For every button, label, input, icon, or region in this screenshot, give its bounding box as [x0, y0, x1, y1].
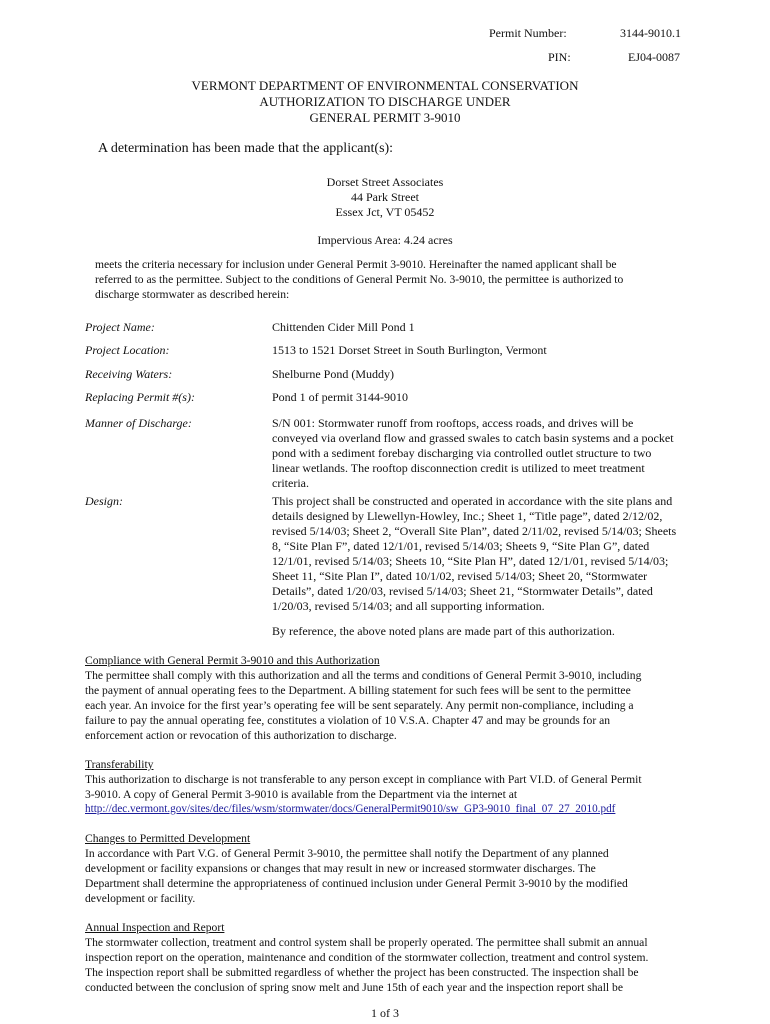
intro-statement: A determination has been made that the applicant(s):: [98, 141, 394, 156]
annual-line: The inspection report shall be submitted regardless of whether the project has been constructed. The inspection shall be: [85, 966, 639, 979]
compliance-line: failure to pay the annual operating fee, constitutes a violation of 10 V.S.A. Chapter 47 and may be grounds for an: [85, 714, 611, 727]
title-line-2: AUTHORIZATION TO DISCHARGE UNDER: [259, 94, 511, 109]
design-value: [272, 494, 702, 614]
replacing-permit-value: Pond 1 of permit 3144-9010: [272, 390, 408, 404]
changes-heading: Changes to Permitted Development: [85, 832, 251, 845]
annual-line: The stormwater collection, treatment and control system shall be properly operated. The permittee shall submit an annual: [85, 936, 648, 949]
project-name-value: Chittenden Cider Mill Pond 1: [272, 320, 415, 334]
compliance-line: the payment of annual operating fees to the Department. A billing statement for such fees will be sent to the permittee: [85, 684, 631, 697]
transferability-line: 3-9010. A copy of General Permit 3-9010 is available from the Department via the internet at: [85, 788, 518, 801]
manner-line: criteria.: [272, 476, 309, 490]
design-line: revised 5/14/03; Sheet 2, “Overall Site Plan”, dated 2/11/02, revised 5/14/03; Sheets: [272, 524, 677, 538]
replacing-permit-label: Replacing Permit #(s):: [85, 390, 195, 404]
design-line: 12/1/01, revised 5/14/03; Sheets 10, “Site Plan H”, dated 12/1/01, revised 5/14/03;: [272, 554, 669, 568]
compliance-line: each year. An invoice for the first year’s operating fee will be sent separately. Any permit non-compliance, including a: [85, 699, 634, 712]
design-label: Design:: [85, 494, 123, 508]
permit-number-value: 3144-9010.1: [620, 26, 681, 40]
applicant-city: Essex Jct, VT 05452: [335, 205, 435, 219]
manner-line: pond with a sediment forebay discharging via controlled outlet structure to two: [272, 446, 652, 460]
impervious-area: Impervious Area: 4.24 acres: [317, 233, 453, 247]
annual-line: conducted between the conclusion of spring snow melt and June 15th of each year and the inspection report shall be: [85, 981, 623, 994]
receiving-waters-value: Shelburne Pond (Muddy): [272, 367, 394, 381]
design-reference: By reference, the above noted plans are made part of this authorization.: [272, 624, 615, 638]
annual-inspection-section: [85, 920, 700, 995]
criteria-paragraph: [95, 257, 695, 302]
project-location-label: Project Location:: [85, 343, 170, 357]
transferability-section: [85, 757, 700, 817]
design-line: 1/20/03, revised 5/14/03; and all supporting information.: [272, 599, 545, 613]
manner-line: S/N 001: Stormwater runoff from rooftops, access roads, and drives will be: [272, 416, 634, 430]
project-name-label: Project Name:: [85, 320, 155, 334]
receiving-waters-label: Receiving Waters:: [85, 367, 173, 381]
design-line: details designed by Llewellyn-Howley, Inc.; Sheet 1, “Title page”, dated 2/12/02,: [272, 509, 663, 523]
title-line-3: GENERAL PERMIT 3-9010: [309, 110, 461, 125]
changes-line: development or facility.: [85, 892, 196, 905]
manner-line: linear wetlands. The rooftop disconnection credit is utilized to meet treatment: [272, 461, 645, 475]
annual-line: inspection report on the operation, maintenance and condition of the stormwater collection, treatment and control system.: [85, 951, 649, 964]
applicant-name: Dorset Street Associates: [326, 175, 444, 189]
general-permit-link[interactable]: http://dec.vermont.gov/sites/dec/files/wsm/stormwater/docs/GeneralPermit9010/sw_GP3-9010_final_07_27_2010.pdf: [85, 803, 616, 815]
page-number: 1 of 3: [371, 1006, 399, 1020]
document-title: [0, 78, 770, 126]
transferability-line: This authorization to discharge is not transferable to any person except in compliance with Part VI.D. of General Permit: [85, 773, 642, 786]
compliance-section: [85, 653, 700, 743]
annual-inspection-heading: Annual Inspection and Report: [85, 921, 225, 934]
compliance-heading: Compliance with General Permit 3-9010 and this Authorization: [85, 654, 380, 667]
manner-line: conveyed via overland flow and grassed swales to catch basin systems and a pocket: [272, 431, 674, 445]
transferability-heading: Transferability: [85, 758, 154, 771]
design-line: 8, “Site Plan F”, dated 12/1/01, revised 5/14/03; Sheets 9, “Site Plan G”, dated: [272, 539, 650, 553]
compliance-line: enforcement action or revocation of this authorization to discharge.: [85, 729, 397, 742]
manner-of-discharge-value: [272, 416, 702, 491]
changes-section: [85, 831, 700, 906]
pin-label: PIN:: [548, 50, 571, 64]
applicant-address: [0, 175, 770, 220]
title-line-1: VERMONT DEPARTMENT OF ENVIRONMENTAL CONSERVATION: [191, 78, 579, 93]
design-line: Details”, dated 1/20/03, revised 5/14/03; Sheet 21, “Stormwater Details”, dated: [272, 584, 653, 598]
project-location-value: 1513 to 1521 Dorset Street in South Burlington, Vermont: [272, 343, 547, 357]
applicant-street: 44 Park Street: [351, 190, 419, 204]
criteria-line: meets the criteria necessary for inclusion under General Permit 3-9010. Hereinafter the named applicant shall be: [95, 258, 617, 271]
changes-line: development or facility expansions or changes that may result in new or increased stormwater discharges. The: [85, 862, 596, 875]
compliance-line: The permittee shall comply with this authorization and all the terms and conditions of General Permit 3-9010, including: [85, 669, 642, 682]
changes-line: In accordance with Part V.G. of General Permit 3-9010, the permittee shall notify the Department of any planned: [85, 847, 609, 860]
criteria-line: discharge stormwater as described herein:: [95, 288, 290, 301]
permit-number-label: Permit Number:: [489, 26, 567, 40]
changes-line: Department shall determine the appropriateness of continued inclusion under General Permit 3-9010 by the modified: [85, 877, 628, 890]
manner-of-discharge-label: Manner of Discharge:: [85, 416, 192, 430]
pin-value: EJ04-0087: [628, 50, 680, 64]
criteria-line: referred to as the permittee. Subject to the conditions of General Permit No. 3-9010, the permittee is authorized to: [95, 273, 624, 286]
design-line: Sheet 11, “Site Plan I”, dated 10/1/02, revised 5/14/03; Sheet 20, “Stormwater: [272, 569, 648, 583]
design-line: This project shall be constructed and operated in accordance with the site plans and: [272, 494, 673, 508]
